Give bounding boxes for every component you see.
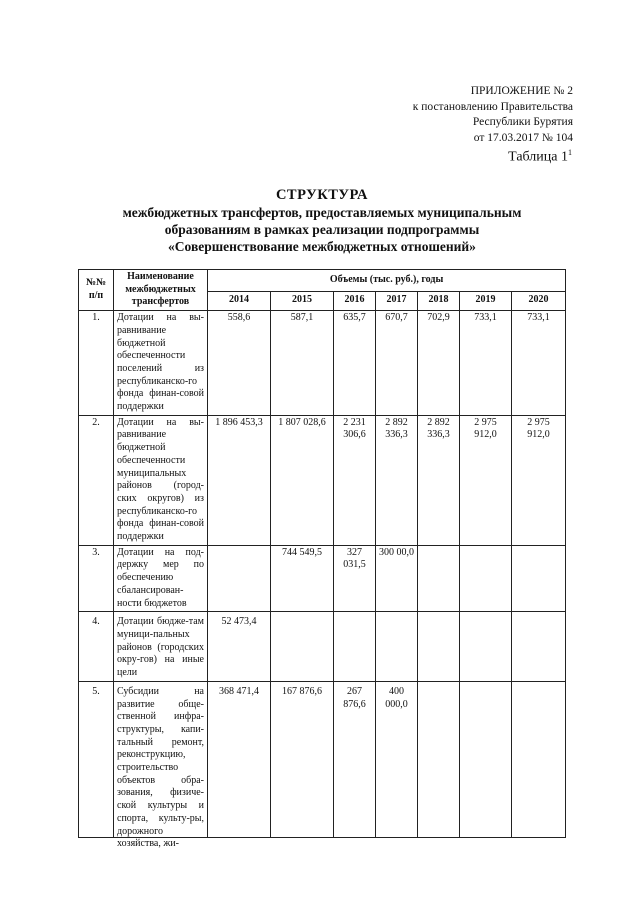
row-value: [512, 545, 566, 612]
annex-block: [413, 84, 573, 146]
row-number: 2.: [79, 415, 114, 545]
row-value: 2 975 912,0: [512, 415, 566, 545]
row-value: 733,1: [460, 311, 512, 416]
year-header: 2017: [376, 291, 418, 311]
row-value: 635,7: [334, 311, 376, 416]
heading-line: «Совершенствование межбюджетных отношений»: [168, 239, 476, 254]
row-value: [418, 612, 460, 682]
annex-line: к постановлению Правительства: [412, 100, 573, 113]
row-value: [460, 545, 512, 612]
document-heading: [60, 186, 584, 255]
annex-line: Республики Бурятия: [472, 116, 573, 128]
annex-date: от 17.03.2017 № 104: [473, 131, 573, 144]
table-row: [79, 545, 566, 612]
year-header: 2016: [334, 291, 376, 311]
col-header-name: Наименование межбюджетных трансфертов: [114, 270, 208, 311]
row-value: 558,6: [208, 311, 271, 416]
row-value: 1 807 028,6: [271, 415, 334, 545]
row-number: 1.: [79, 311, 114, 416]
table-number-label: Таблица 1: [508, 149, 568, 165]
row-value: 744 549,5: [271, 545, 334, 612]
row-name: Дотации бюдже-там муници-пальных районов (городских окру-гов) на иные цели: [114, 612, 208, 682]
row-value: [334, 612, 376, 682]
table-row: [79, 311, 566, 416]
row-value: 2 231 306,6: [334, 415, 376, 545]
year-header: 2020: [512, 291, 566, 311]
transfers-table: [78, 269, 566, 850]
row-value: 267 876,6: [334, 681, 376, 837]
table-row: [79, 415, 566, 545]
row-value: [418, 545, 460, 612]
row-value: [376, 612, 418, 682]
row-value: 733,1: [512, 311, 566, 416]
row-value: 1 896 453,3: [208, 415, 271, 545]
row-value: 2 975 912,0: [460, 415, 512, 545]
row-name-cell: [114, 681, 208, 850]
row-value: [271, 612, 334, 682]
row-value: 670,7: [376, 311, 418, 416]
year-header: 2019: [460, 291, 512, 311]
annex-title: ПРИЛОЖЕНИЕ № 2: [470, 85, 573, 97]
row-number: 3.: [79, 545, 114, 612]
row-value: [208, 545, 271, 612]
col-header-volumes: Объемы (тыс. руб.), годы: [208, 270, 566, 292]
col-header-number: №№ п/п: [79, 270, 114, 311]
year-header: 2014: [208, 291, 271, 311]
row-value: 587,1: [271, 311, 334, 416]
row-value: 400 000,0: [376, 681, 418, 837]
row-value: 2 892 336,3: [418, 415, 460, 545]
row-name: Субсидии на развитие обще-ственной инфра-структуры, капи-тальный ремонт, реконструкцию, строительство объектов обра-зования, физиче-ской культуры и спорта, культу-ры, дорожного хозяйства, жи-: [117, 685, 204, 850]
row-value: [418, 681, 460, 837]
row-name: Дотации на под-держку мер по обеспечению сбалансирован-ности бюджетов: [114, 545, 208, 612]
table-row: [79, 612, 566, 682]
table-row: [79, 681, 566, 837]
row-value: 2 892 336,3: [376, 415, 418, 545]
heading-title: СТРУКТУРА: [275, 187, 369, 203]
row-number: 5.: [79, 681, 114, 837]
year-header: 2018: [418, 291, 460, 311]
row-name: Дотации на вы-равнивание бюджетной обеспеченности поселений из республиканско-го фонда финан-совой поддержки: [114, 311, 208, 416]
row-value: 327 031,5: [334, 545, 376, 612]
row-value: [460, 612, 512, 682]
table-number-footnote: 1: [568, 148, 572, 157]
year-header: 2015: [271, 291, 334, 311]
row-value: 52 473,4: [208, 612, 271, 682]
table-number: [508, 148, 572, 166]
heading-line: межбюджетных трансфертов, предоставляемых муниципальным: [122, 205, 522, 220]
row-value: 702,9: [418, 311, 460, 416]
row-value: 300 00,0: [376, 545, 418, 612]
row-number: 4.: [79, 612, 114, 682]
row-value: [512, 681, 566, 837]
row-value: [460, 681, 512, 837]
row-name: Дотации на вы-равнивание бюджетной обеспеченности муниципальных районов (город-ских округов) из республиканско-го фонда финан-совой поддержки: [114, 415, 208, 545]
row-value: 368 471,4: [208, 681, 271, 837]
heading-line: образованиям в рамках реализации подпрограммы: [164, 222, 480, 237]
row-value: [512, 612, 566, 682]
row-value: 167 876,6: [271, 681, 334, 837]
